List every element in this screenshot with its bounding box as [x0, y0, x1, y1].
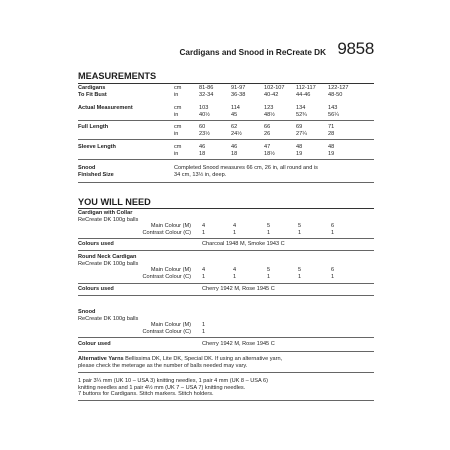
value-in: 18½ [264, 150, 275, 157]
main-colour-label: Main Colour (M) [150, 223, 191, 229]
snood-label: Snood [78, 165, 96, 171]
ball-count: 4 [233, 223, 237, 229]
alternative-yarns-text [78, 356, 282, 362]
value-cm: 48 [328, 144, 335, 150]
divider [78, 182, 374, 183]
value-cm: 114 [231, 105, 240, 111]
row-label-full-length: Full Length [78, 124, 109, 130]
value-in: 56¼ [328, 111, 339, 118]
value-in: 18 [199, 150, 206, 157]
size-cm: 102-107 [264, 85, 285, 91]
colours-used-value: Cherry 1942 M, Rose 1945 C [202, 341, 275, 347]
pattern-header [78, 38, 374, 60]
size-in: 32-34 [199, 91, 214, 98]
value-cm: 47 [264, 144, 271, 150]
divider [78, 283, 374, 284]
ball-count: 1 [331, 273, 335, 280]
divider [78, 295, 374, 296]
value-in: 52¾ [296, 111, 307, 118]
divider [78, 139, 374, 140]
divider [78, 250, 374, 251]
snood-size-text: Completed Snood measures 66 cm, 26 in, all round and is [174, 165, 318, 171]
value-cm: 46 [199, 144, 206, 150]
alternative-yarns-label: Alternative Yarns [78, 356, 124, 362]
size-in: 48-50 [328, 91, 343, 98]
ball-count: 1 [202, 322, 206, 328]
value-cm: 48 [296, 144, 303, 150]
divider [78, 372, 374, 373]
size-cm: 112-117 [296, 85, 316, 91]
ball-count: 5 [267, 267, 271, 273]
unit-cm: cm [174, 85, 182, 91]
row-label-actual-measurement: Actual Measurement [78, 105, 133, 111]
value-in: 19 [328, 150, 335, 157]
unit-cm: cm [174, 144, 182, 150]
unit-in: in [174, 130, 179, 137]
alternative-yarns-line: please check the meterage as the number of balls needed may vary. [78, 362, 248, 369]
value-cm: 134 [296, 105, 306, 111]
ball-count: 1 [202, 328, 206, 335]
ball-count: 4 [233, 267, 237, 273]
main-colour-label: Main Colour (M) [150, 322, 191, 328]
divider [78, 351, 374, 352]
colours-used-value: Cherry 1942 M, Rose 1945 C [202, 286, 275, 292]
you-will-need-heading: YOU WILL NEED [78, 197, 151, 207]
size-cm: 91-97 [231, 85, 246, 91]
pattern-title: Cardigans and Snood in ReCreate DK [179, 48, 326, 57]
value-in: 27¼ [296, 130, 307, 137]
ball-count: 1 [202, 229, 206, 236]
size-in: 44-46 [296, 91, 311, 98]
value-in: 18 [231, 150, 238, 157]
value-in: 28 [328, 130, 335, 137]
contrast-colour-label: Contrast Colour (C) [142, 273, 191, 280]
colours-used-label: Colours used [78, 286, 114, 292]
ball-count: 1 [233, 273, 237, 280]
measurements-heading: MEASUREMENTS [78, 71, 157, 81]
sizes-label-to-fit-bust: To Fit Bust [78, 91, 107, 98]
divider [78, 159, 374, 160]
size-in: 36-38 [231, 91, 246, 98]
colours-used-label: Colours used [78, 241, 114, 247]
ball-count: 4 [202, 223, 206, 229]
ball-count: 6 [331, 267, 335, 273]
colour-used-label: Colour used [78, 341, 111, 347]
value-cm: 62 [231, 124, 238, 130]
value-cm: 60 [199, 124, 206, 130]
ball-count: 5 [298, 223, 302, 229]
value-in: 45 [231, 111, 238, 118]
unit-in: in [174, 150, 179, 157]
ball-count: 4 [202, 267, 206, 273]
colours-used-value: Charcoal 1948 M, Smoke 1943 C [202, 241, 285, 247]
notions-line: 1 pair 3¼ mm (UK 10 – USA 3) knitting needles, 1 pair 4 mm (UK 8 – USA 6) [78, 378, 268, 384]
value-cm: 69 [296, 124, 303, 130]
group-title-snood: Snood [78, 309, 96, 315]
divider [78, 208, 374, 209]
value-in: 26 [264, 130, 271, 137]
group-title-cardigan-with-collar: Cardigan with Collar [78, 210, 133, 216]
ball-count: 1 [298, 273, 302, 280]
value-cm: 71 [328, 124, 335, 130]
snood-finished-size-label: Finished Size [78, 171, 114, 178]
ball-count: 6 [331, 223, 335, 229]
ball-count: 1 [233, 229, 237, 236]
value-in: 48½ [264, 111, 275, 118]
divider [78, 238, 374, 239]
ball-count: 5 [298, 267, 302, 273]
pattern-sheet [78, 38, 374, 422]
unit-cm: cm [174, 105, 182, 111]
ball-count: 1 [267, 229, 271, 236]
value-cm: 143 [328, 105, 338, 111]
size-cm: 81-86 [199, 85, 214, 91]
value-in: 23½ [199, 130, 210, 137]
pattern-number: 9858 [337, 39, 374, 58]
main-colour-label: Main Colour (M) [150, 267, 191, 273]
yarn-text: ReCreate DK 100g balls [78, 260, 139, 267]
divider [78, 83, 374, 84]
ball-count: 1 [298, 229, 302, 236]
divider [78, 120, 374, 121]
value-cm: 123 [264, 105, 274, 111]
ball-count: 5 [267, 223, 271, 229]
contrast-colour-label: Contrast Colour (C) [142, 328, 191, 335]
size-in: 40-42 [264, 91, 279, 98]
size-cm: 122-127 [328, 85, 349, 91]
notions-line: 7 buttons for Cardigans. Stitch markers. Stitch holders. [78, 391, 214, 397]
ball-count: 1 [331, 229, 335, 236]
notions-line: knitting needles and 1 pair 4½ mm (UK 7 – USA 7) knitting needles. [78, 384, 246, 391]
divider [78, 337, 374, 338]
group-title-round-neck-cardigan: Round Neck Cardigan [78, 254, 137, 260]
unit-in: in [174, 91, 179, 98]
divider [78, 400, 374, 401]
row-label-sleeve-length: Sleeve Length [78, 144, 116, 150]
contrast-colour-label: Contrast Colour (C) [142, 229, 191, 236]
value-in: 19 [296, 150, 303, 157]
yarn-text: ReCreate DK 100g balls [78, 216, 139, 223]
value-cm: 66 [264, 124, 271, 130]
unit-cm: cm [174, 124, 182, 130]
alternative-yarns-line: Bellissima DK, Lite DK, Special DK. If using an alternative yarn, [125, 356, 283, 362]
unit-in: in [174, 111, 179, 118]
value-in: 24½ [231, 130, 242, 137]
yarn-text: ReCreate DK 100g balls [78, 315, 139, 322]
snood-size-text: 34 cm, 13½ in, deep. [174, 171, 227, 178]
ball-count: 1 [202, 273, 206, 280]
ball-count: 1 [267, 273, 271, 280]
value-in: 40½ [199, 111, 210, 118]
value-cm: 46 [231, 144, 238, 150]
sizes-label-cardigans: Cardigans [78, 85, 106, 91]
value-cm: 103 [199, 105, 209, 111]
